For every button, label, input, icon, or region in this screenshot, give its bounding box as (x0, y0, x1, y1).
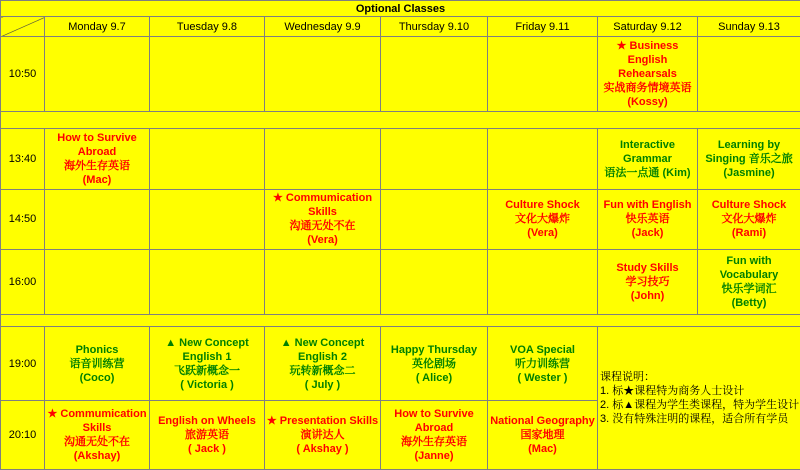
class-line: 听力训练营 (515, 357, 570, 370)
class-line: (Kossy) (627, 96, 668, 109)
slot-empty (150, 37, 265, 112)
class-line: ( July ) (304, 378, 341, 391)
slot-empty (698, 37, 800, 112)
class-line: 海外生存英语 (64, 159, 130, 172)
class-line: How to Survive (57, 131, 137, 144)
timetable-title: Optional Classes (1, 1, 800, 17)
day-header-sunday: Sunday 9.13 (698, 17, 800, 37)
class-cell-communication-skills-vera[interactable] (265, 189, 381, 250)
slot-empty (45, 37, 150, 112)
class-cell-how-to-survive-abroad-janne[interactable] (381, 401, 488, 470)
class-line: ★ Commumication (47, 408, 147, 421)
class-cell-how-to-survive-abroad-mac[interactable] (45, 129, 150, 190)
class-cell-presentation-skills[interactable] (265, 401, 381, 470)
class-line: Learning by (717, 138, 781, 151)
class-line: ▲ New Concept (280, 336, 365, 349)
class-line: 学习技巧 (625, 275, 670, 288)
class-line: English 1 (182, 350, 232, 363)
class-line: How to Survive (394, 408, 474, 421)
class-line: (Vera) (527, 227, 558, 240)
class-cell-study-skills[interactable] (598, 250, 698, 315)
slot-empty (265, 37, 381, 112)
class-line: VOA Special (509, 343, 575, 356)
class-line: ( Akshay ) (296, 443, 349, 456)
time-2010: 20:10 (1, 401, 45, 470)
class-line: English on Wheels (158, 415, 256, 428)
day-header-monday: Monday 9.7 (45, 17, 150, 37)
class-line: (Mac) (82, 173, 112, 186)
class-line: Interactive (619, 138, 676, 151)
class-line: (John) (630, 289, 665, 302)
time-1600: 16:00 (1, 250, 45, 315)
class-line: ▲ New Concept (165, 336, 249, 349)
spacer-row (1, 111, 800, 128)
slot-empty (150, 129, 265, 190)
class-cell-english-on-wheels[interactable] (150, 401, 265, 470)
slot-empty (45, 189, 150, 250)
day-header-wednesday: Wednesday 9.9 (265, 17, 381, 37)
class-line: Rehearsals (618, 68, 677, 81)
class-line: ★ Presentation Skills (266, 415, 379, 428)
class-line: 沟通无处不在 (64, 436, 130, 449)
slot-empty (488, 37, 598, 112)
class-line: 快乐学词汇 (721, 282, 777, 295)
class-cell-business-english-rehearsals[interactable] (598, 37, 698, 112)
time-1340: 13:40 (1, 129, 45, 190)
class-line: English (627, 54, 668, 67)
slot-empty (45, 250, 150, 315)
class-cell-fun-with-english[interactable] (598, 189, 698, 250)
class-line: English 2 (298, 350, 347, 363)
day-header-friday: Friday 9.11 (488, 17, 598, 37)
class-line: 飞跃新概念一 (174, 364, 240, 377)
class-cell-interactive-grammar[interactable] (598, 129, 698, 190)
class-cell-culture-shock-rami[interactable] (698, 189, 800, 250)
class-line: (Janne) (414, 450, 454, 463)
class-line: 语音训练营 (69, 357, 125, 370)
class-cell-new-concept-english-2[interactable] (265, 326, 381, 401)
class-line: (Mac) (528, 443, 557, 456)
class-line: 文化大爆炸 (721, 213, 777, 226)
class-line: (Vera) (307, 234, 338, 247)
class-line: (Coco) (79, 371, 115, 384)
class-cell-culture-shock-vera[interactable] (488, 189, 598, 250)
time-1450: 14:50 (1, 189, 45, 250)
class-line: ( Alice) (415, 371, 453, 384)
class-cell-voa-special[interactable] (488, 326, 598, 401)
time-1050: 10:50 (1, 37, 45, 112)
legend-heading: 课程说明： (600, 370, 655, 383)
class-line: Study Skills (616, 261, 679, 274)
class-line: ( Jack ) (188, 443, 226, 456)
course-notes-legend (598, 326, 800, 469)
class-line: Fun with English (603, 199, 692, 212)
class-line: ★ Commumication (272, 192, 373, 205)
class-line: 快乐英语 (625, 213, 670, 226)
class-cell-new-concept-english-1[interactable] (150, 326, 265, 401)
class-line: Abroad (414, 422, 454, 435)
class-line: 英伦剧场 (412, 357, 456, 370)
class-line: (Jasmine) (723, 166, 775, 179)
slot-empty (150, 250, 265, 315)
class-line: ( Victoria ) (180, 378, 234, 391)
legend-note-general: 3. 没有特殊注明的课程，适合所有学员 (600, 412, 789, 425)
class-line: Skills (82, 422, 112, 435)
class-line: (Jack) (631, 227, 664, 240)
class-line: 海外生存英语 (401, 436, 467, 449)
class-line: Happy Thursday (390, 343, 478, 356)
class-line: ★ Business (616, 40, 679, 53)
class-line: 旅游英语 (185, 429, 229, 442)
class-line: Vocabulary (719, 268, 779, 281)
time-1900: 19:00 (1, 326, 45, 401)
class-line: 文化大爆炸 (515, 213, 570, 226)
class-cell-learning-by-singing[interactable] (698, 129, 800, 190)
slot-empty (488, 250, 598, 315)
class-line: (Rami) (731, 227, 767, 240)
spacer-row (1, 314, 800, 326)
day-header-thursday: Thursday 9.10 (381, 17, 488, 37)
legend-note-business: 1. 标★课程特为商务人士设计 (600, 384, 745, 397)
class-cell-happy-thursday[interactable] (381, 326, 488, 401)
day-header-tuesday: Tuesday 9.8 (150, 17, 265, 37)
class-line: 实战商务情境英语 (603, 82, 692, 95)
class-line: ( Wester ) (517, 371, 568, 384)
class-cell-national-geography[interactable] (488, 401, 598, 470)
slot-empty (381, 37, 488, 112)
class-line: 国家地理 (520, 429, 565, 442)
class-cell-fun-with-vocabulary[interactable] (698, 250, 800, 315)
class-line: 沟通无处不在 (289, 220, 356, 233)
class-line: Fun with (726, 254, 772, 267)
class-cell-communication-skills-akshay[interactable] (45, 401, 150, 470)
slot-empty (150, 189, 265, 250)
slot-empty (381, 189, 488, 250)
class-line: Abroad (77, 145, 117, 158)
class-line: Culture Shock (505, 199, 580, 212)
class-line: (Akshay) (73, 450, 121, 463)
class-line: Skills (308, 206, 337, 219)
class-line: (Betty) (731, 296, 767, 309)
slot-empty (381, 250, 488, 315)
corner-diagonal-cell (1, 17, 45, 37)
slot-empty (265, 250, 381, 315)
class-line: Culture Shock (711, 199, 787, 212)
class-line: 演讲达人 (300, 429, 345, 442)
class-line: Singing 音乐之旅 (705, 152, 793, 165)
class-line: Phonics (75, 343, 119, 356)
day-header-saturday: Saturday 9.12 (598, 17, 698, 37)
slot-empty (381, 129, 488, 190)
slot-empty (488, 129, 598, 190)
legend-note-student: 2. 标▲课程为学生类课程，特为学生设计 (600, 398, 800, 411)
class-line: 语法一点通 (Kim) (604, 166, 691, 179)
class-line: 玩转新概念二 (289, 364, 356, 377)
class-line: Grammar (623, 152, 672, 165)
class-line: National Geography (490, 415, 595, 428)
class-cell-phonics[interactable] (45, 326, 150, 401)
slot-empty (265, 129, 381, 190)
